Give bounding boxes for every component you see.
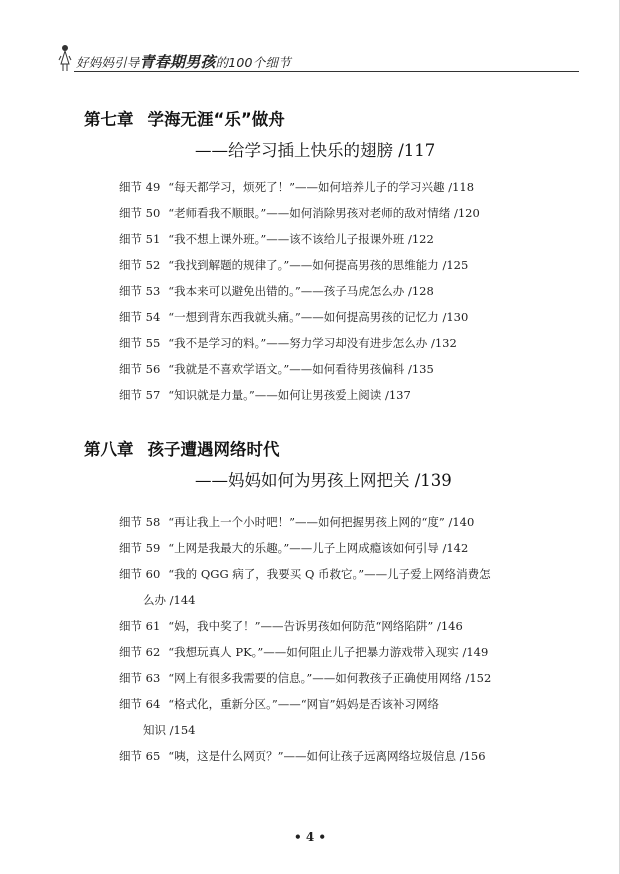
toc-entry <box>119 535 529 561</box>
entry-text: “老师看我不顺眼。”——如何消除男孩对老师的敌对情绪 /120 <box>168 206 480 220</box>
toc-entry <box>119 200 529 226</box>
header-rule <box>74 71 579 72</box>
entry-label: 细节 53 <box>119 284 161 298</box>
chapter-title: 孩子遭遇网络时代 <box>147 440 280 459</box>
entry-text: “每天都学习，烦死了！”——如何培养儿子的学习兴趣 /118 <box>168 180 475 194</box>
toc-entry <box>119 639 529 665</box>
chapter-subtitle: ——妈妈如何为男孩上网把关 /139 <box>195 471 452 490</box>
girl-figure-icon <box>58 44 72 72</box>
entry-text: “咦，这是什么网页？”——如何让孩子远离网络垃圾信息 /156 <box>168 749 486 763</box>
entry-text: “一想到背东西我就头痛。”——如何提高男孩的记忆力 /130 <box>168 310 469 324</box>
entry-label: 细节 64 <box>119 697 161 711</box>
entry-label: 细节 58 <box>119 515 161 529</box>
book-title-prefix: 好妈妈引导 <box>76 55 140 70</box>
toc-entry <box>119 509 529 535</box>
entry-label: 细节 62 <box>119 645 161 659</box>
entry-text: “我想玩真人 PK。”——如何阻止儿子把暴力游戏带入现实 /149 <box>168 645 489 659</box>
entry-text: “我就是不喜欢学语文。”——如何看待男孩偏科 /135 <box>168 362 434 376</box>
toc-entry <box>119 743 529 769</box>
entry-label: 细节 51 <box>119 232 161 246</box>
entry-text: “网上有很多我需要的信息。”——如何教孩子正确使用网络 /152 <box>168 671 492 685</box>
chapter-heading <box>84 436 280 460</box>
book-title-suffix: 的100个细节 <box>215 55 291 70</box>
entry-label: 细节 60 <box>119 567 161 581</box>
toc-entry <box>119 174 529 200</box>
entry-text: “上网是我最大的乐趣。”——儿子上网成瘾该如何引导 /142 <box>168 541 469 555</box>
entry-label: 细节 59 <box>119 541 161 555</box>
entry-label: 细节 52 <box>119 258 161 272</box>
entry-text: “格式化，重新分区。”——“网盲”妈妈是否该补习网络 <box>168 697 440 711</box>
toc-entry <box>119 665 529 691</box>
entry-text-continued: 知识 /154 <box>143 723 196 737</box>
entry-label: 细节 54 <box>119 310 161 324</box>
entry-text: “知识就是力量。”——如何让男孩爱上阅读 /137 <box>168 388 411 402</box>
chapter-number: 第七章 <box>84 110 134 129</box>
entry-label: 细节 50 <box>119 206 161 220</box>
entry-text: “我不是学习的料。”——努力学习却没有进步怎么办 /132 <box>168 336 457 350</box>
toc-entry <box>119 382 529 408</box>
toc-entry <box>119 613 529 639</box>
page-number: • 4 • <box>293 830 327 844</box>
chapter-title: 学海无涯“乐”做舟 <box>147 110 285 129</box>
chapter-heading <box>84 106 285 130</box>
toc-entry <box>119 304 529 330</box>
toc-entry <box>119 226 529 252</box>
entry-text: “我找到解题的规律了。”——如何提高男孩的思维能力 /125 <box>168 258 469 272</box>
entry-text: “我的 QGG 病了，我要买 Q 币救它。”——儿子爱上网络消费怎 <box>168 567 491 581</box>
chapter-number: 第八章 <box>84 440 134 459</box>
entry-text: “我本来可以避免出错的。”——孩子马虎怎么办 /128 <box>168 284 434 298</box>
entry-label: 细节 57 <box>119 388 161 402</box>
toc-entry <box>119 691 529 743</box>
entry-text-continued: 么办 /144 <box>143 593 196 607</box>
toc-entry <box>119 561 529 613</box>
book-title <box>76 51 291 72</box>
entry-label: 细节 49 <box>119 180 161 194</box>
chapter-subtitle: ——给学习插上快乐的翅膀 /117 <box>195 141 436 160</box>
entry-text: “再让我上一个小时吧！”——如何把握男孩上网的“度” /140 <box>168 515 475 529</box>
toc-entry <box>119 330 529 356</box>
entry-label: 细节 55 <box>119 336 161 350</box>
entry-label: 细节 63 <box>119 671 161 685</box>
entry-text: “我不想上课外班。”——该不该给儿子报课外班 /122 <box>168 232 434 246</box>
entry-text: “妈，我中奖了！”——告诉男孩如何防范“网络陷阱” /146 <box>168 619 463 633</box>
toc-entry <box>119 252 529 278</box>
toc-entry <box>119 278 529 304</box>
running-header <box>58 44 578 74</box>
book-title-emphasis: 青春期男孩 <box>139 53 216 71</box>
entry-label: 细节 65 <box>119 749 161 763</box>
entry-label: 细节 56 <box>119 362 161 376</box>
toc-entry <box>119 356 529 382</box>
entry-label: 细节 61 <box>119 619 161 633</box>
